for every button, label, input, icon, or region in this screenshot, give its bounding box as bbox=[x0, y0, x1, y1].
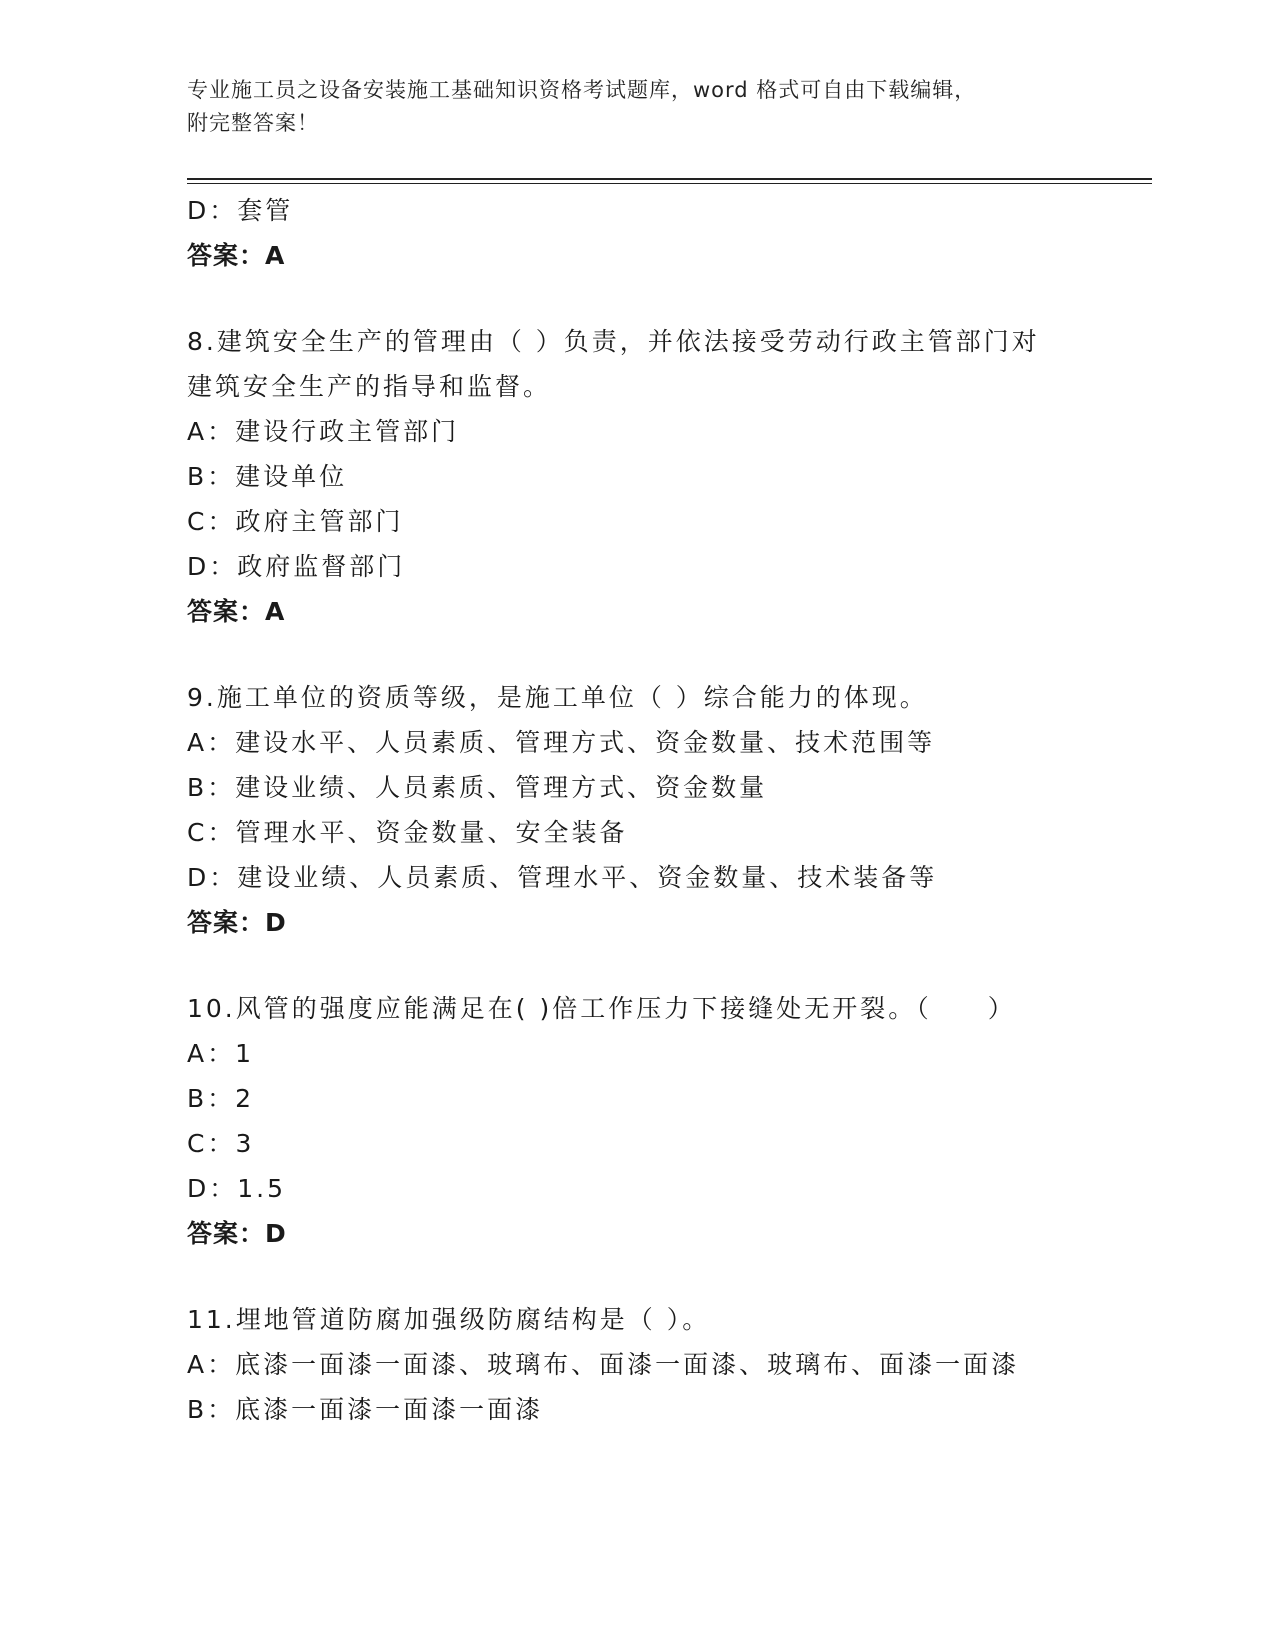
question-10 bbox=[187, 986, 1137, 1257]
question-7-tail bbox=[187, 188, 1137, 279]
document-header bbox=[187, 74, 1067, 140]
q10-option-a: A：1 bbox=[187, 1039, 255, 1068]
q7-option-d: D：套管 bbox=[187, 196, 294, 225]
header-line-1: 专业施工员之设备安装施工基础知识资格考试题库，word 格式可自由下载编辑， bbox=[187, 78, 977, 102]
q11-option-a: A：底漆一面漆一面漆、玻璃布、面漆一面漆、玻璃布、面漆一面漆 bbox=[187, 1350, 1020, 1379]
q8-option-b: B：建设单位 bbox=[187, 462, 348, 491]
q9-option-b: B：建设业绩、人员素质、管理方式、资金数量 bbox=[187, 773, 768, 802]
q8-stem-line-2: 建筑安全生产的指导和监督。 bbox=[187, 372, 552, 401]
q8-option-d: D：政府监督部门 bbox=[187, 552, 406, 581]
question-9 bbox=[187, 675, 1137, 946]
question-8 bbox=[187, 319, 1137, 635]
q11-option-b: B：底漆一面漆一面漆一面漆 bbox=[187, 1395, 544, 1424]
q8-option-a: A：建设行政主管部门 bbox=[187, 417, 460, 446]
q9-option-d: D：建设业绩、人员素质、管理水平、资金数量、技术装备等 bbox=[187, 863, 938, 892]
q10-answer: 答案：D bbox=[187, 1219, 287, 1248]
q9-option-a: A：建设水平、人员素质、管理方式、资金数量、技术范围等 bbox=[187, 728, 936, 757]
q9-answer: 答案：D bbox=[187, 908, 287, 937]
q8-answer: 答案：A bbox=[187, 597, 286, 626]
q8-stem-line-1: 8.建筑安全生产的管理由（ ）负责，并依法接受劳动行政主管部门对 bbox=[187, 327, 1040, 356]
q9-stem-line-1: 9.施工单位的资质等级，是施工单位（ ）综合能力的体现。 bbox=[187, 683, 928, 712]
q10-option-d: D：1.5 bbox=[187, 1174, 287, 1203]
q9-option-c: C：管理水平、资金数量、安全装备 bbox=[187, 818, 628, 847]
q10-option-c: C：3 bbox=[187, 1129, 255, 1158]
header-divider-thick bbox=[187, 178, 1152, 180]
q11-stem-line-1: 11.埋地管道防腐加强级防腐结构是（ ）。 bbox=[187, 1305, 711, 1334]
q10-option-b: B：2 bbox=[187, 1084, 255, 1113]
q10-stem-line-1: 10.风管的强度应能满足在( )倍工作压力下接缝处无开裂。（ ） bbox=[187, 994, 1016, 1023]
header-line-2: 附完整答案！ bbox=[187, 111, 319, 135]
header-divider-thin bbox=[187, 183, 1152, 184]
question-list bbox=[187, 188, 1137, 1432]
q7-answer: 答案：A bbox=[187, 241, 286, 270]
question-11 bbox=[187, 1297, 1137, 1432]
q8-option-c: C：政府主管部门 bbox=[187, 507, 404, 536]
